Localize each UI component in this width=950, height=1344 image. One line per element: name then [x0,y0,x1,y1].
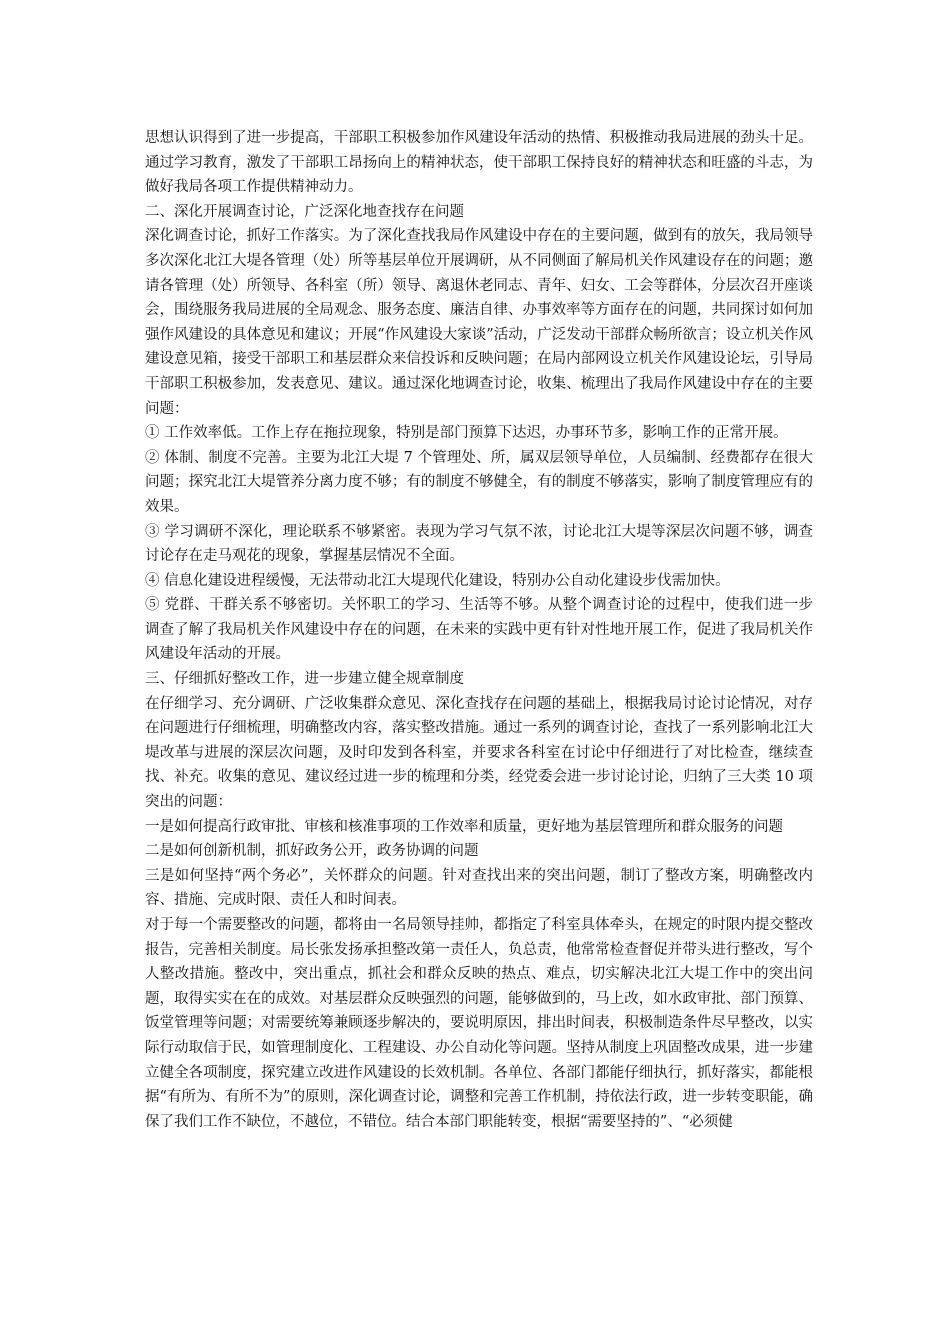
section-heading-investigation: 二、深化开展调查讨论，广泛深化地查找存在问题 [145,203,464,220]
problem-item-4: ④ 信息化建设进程缓慢，无法带动北江大堤现代化建设，特别办公自动化建设步伐需加快。 [145,572,730,589]
issue-item-3: 三是如何坚持“两个务必”，关怀群众的问题。针对查找出来的突出问题，制订了整改方案，明确整改内容、措施、完成时限、责任人和时间表。 [145,867,813,909]
paragraph-rectification: 在仔细学习、充分调研、广泛收集群众意见、深化查找存在问题的基础上，根据我局讨论讨论情况，对存在问题进行仔细梳理，明确整改内容，落实整改措施。通过一系列的调查讨论，查找了一系列影响北江大堤改革与进展的深层次问题，及时印发到各科室，并要求各科室在讨论中仔细进行了对比检查，继续查找、补充。收集的意见、建议经过进一步的梳理和分类，经党委会进一步讨论讨论，归纳了三大类 10 项突出的问题： [145,695,813,811]
paragraph-implementation: 对于每一个需要整改的问题，都将由一名局领导挂帅，都指定了科室具体牵头，在规定的时限内提交整改报告，完善相关制度。局长张发扬承担整改第一责任人，负总责，他常常检查督促并带头进行整改，写个人整改措施。整改中，突出重点，抓社会和群众反映的热点、难点，切实解决北江大堤工作中的突出问题，取得实实在在的成效。对基层群众反映强烈的问题，能够做到的，马上改，如水政审批、部门预算、饭堂管理等问题；对需要统筹兼顾逐步解决的，要说明原因，排出时间表，积极制造条件尽早整改，以实际行动取信于民，如管理制度化、工程建设、办公自动化等问题。坚持从制度上巩固整改成果，进一步建立健全各项制度，探究建立改进作风建设的长效机制。各单位、各部门都能仔细执行，抓好落实，都能根据“有所为、有所不为”的原则，深化调查讨论，调整和完善工作机制，持依法行政，进一步转变职能，确保了我们工作不缺位，不越位，不错位。结合本部门职能转变，根据“需要坚持的”、“必须健 [145,917,813,1130]
paragraph-intro-continuation: 思想认识得到了进一步提高，干部职工积极参加作风建设年活动的热情、积极推动我局进展的劲头十足。通过学习教育，激发了干部职工昂扬向上的精神状态，使干部职工保持良好的精神状态和旺盛的斗志，为做好我局各项工作提供精神动力。 [145,130,813,196]
issue-item-1: 一是如何提高行政审批、审核和核准事项的工作效率和质量，更好地为基层管理所和群众服务的问题 [145,818,783,835]
issue-item-2: 二是如何创新机制，抓好政务公开，政务协调的问题 [145,843,479,860]
problem-item-1: ① 工作效率低。工作上存在拖拉现象，特别是部门预算下达迟，办事环节多，影响工作的正常开展。 [145,425,788,442]
problem-item-3: ③ 学习调研不深化，理论联系不够紧密。表现为学习气氛不浓，讨论北江大堤等深层次问题不够，调查讨论存在走马观花的现象，掌握基层情况不全面。 [145,523,813,565]
section-heading-rectification: 三、仔细抓好整改工作，进一步建立健全规章制度 [145,671,464,688]
paragraph-investigation: 深化调查讨论，抓好工作落实。为了深化查找我局作风建设中存在的主要问题，做到有的放矢，我局领导多次深化北江大堤各管理（处）所等基层单位开展调研，从不同侧面了解局机关作风建设存在的问题；邀请各管理（处）所领导、各科室（所）领导、离退休老同志、青年、妇女、工会等群体，分层次召开座谈会，围绕服务我局进展的全局观念、服务态度、廉洁自律、办事效率等方面存在的问题，共同探讨如何加强作风建设的具体意见和建议；开展“作风建设大家谈”活动，广泛发动干部群众畅所欲言；设立机关作风建设意见箱，接受干部职工和基层群众来信投诉和反映问题；在局内部网设立机关作风建设论坛，引导局干部职工积极参加，发表意见、建议。通过深化地调查讨论，收集、梳理出了我局作风建设中存在的主要问题： [145,228,813,417]
problem-item-2: ② 体制、制度不完善。主要为北江大堤 7 个管理处、所，属双层领导单位，人员编制、经费都存在很大问题；探究北江大堤管养分离力度不够；有的制度不够健全，有的制度不够落实，影响了制度管理应有的效果。 [145,449,813,515]
document-body [145,126,813,1134]
problem-item-5: ⑤ 党群、干群关系不够密切。关怀职工的学习、生活等不够。从整个调查讨论的过程中，使我们进一步调查了解了我局机关作风建设中存在的问题，在未来的实践中更有针对性地开展工作，促进了我局机关作风建设年活动的开展。 [145,597,813,663]
